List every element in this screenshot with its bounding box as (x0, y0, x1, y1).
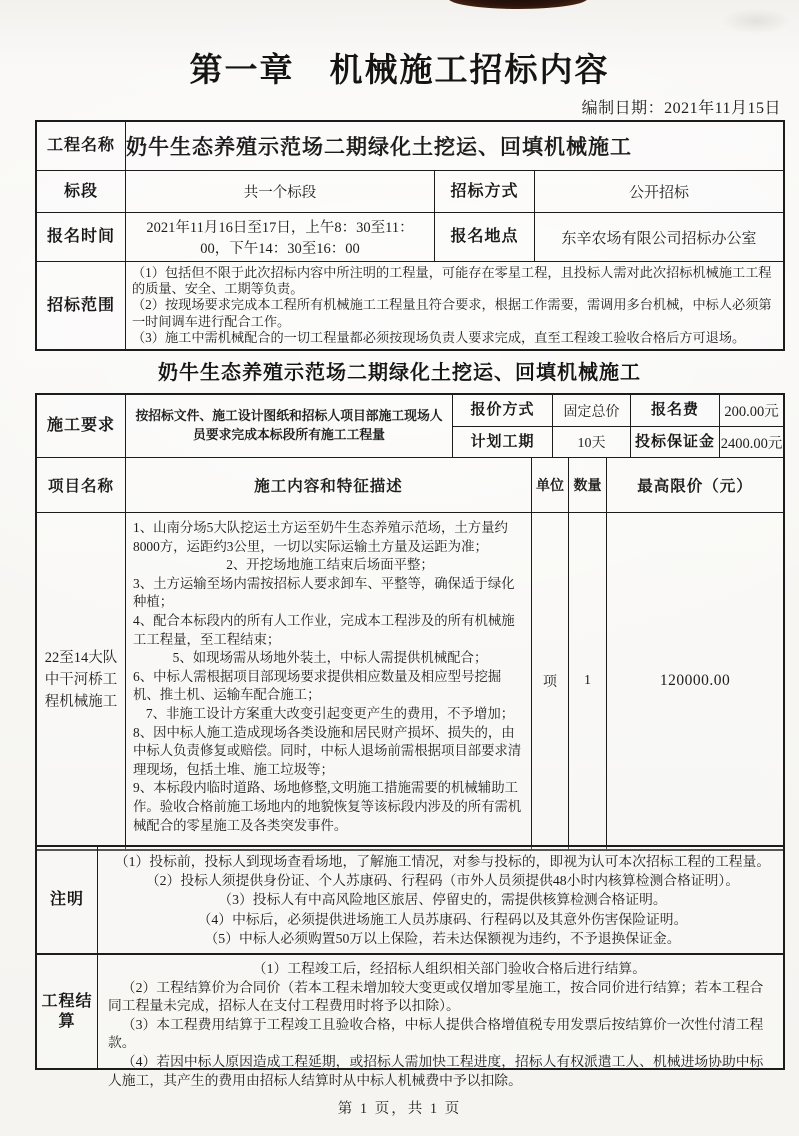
description-line: 9、本标段内临时道路、场地修整,文明施工措施需要的机械辅助工作。验收合格前施工场地内的地貌恢复等该标段内涉及的所有需机械配合的零星施工及各类突发事件。 (133, 780, 522, 833)
subgrid-row-quote (452, 395, 783, 426)
quote-method-label: 报价方式 (452, 395, 552, 426)
table-row-project-name (37, 122, 783, 170)
scope-item: （3）施工中需机械配合的一切工程量都必须按现场负责人要求完成，直至工程竣工验收合格后方可退场。 (132, 329, 746, 345)
note-item: （2）投标人须提供身份证、个人苏康码、行程码（市外人员须提供48小时内核算检测合格证明）。 (145, 873, 740, 889)
description-line: 1、山南分场5大队挖运土方运至奶牛生态养殖示范场，土方量约8000方，运距约3公里，一切以实际运输土方量及运距为准； (133, 520, 508, 554)
project-name-label: 工程名称 (46, 137, 115, 154)
project-name-value: 奶牛生态养殖示范场二期绿化土挖运、回填机械施工 (125, 122, 632, 170)
settlement-item: （3）本工程费用结算于工程竣工且验收合格，中标人提供合格增值税专用发票后按结算价一次性付清工程款。 (108, 1016, 764, 1051)
table-header-row (37, 457, 783, 512)
description-line: 5、如现场需从场地外装土，中标人需提供机械配合； (172, 650, 488, 666)
settlement-content (97, 955, 783, 1088)
deposit-label: 投标保证金 (630, 427, 719, 457)
duration-value: 10天 (552, 427, 630, 457)
construction-detail-table (35, 393, 785, 851)
header-unit: 单位 (531, 458, 568, 512)
section-label: 标段 (63, 182, 98, 200)
deposit-value: 2400.00元 (719, 427, 783, 457)
scope-item: （2）按现场要求完成本工程所有机械施工工程量且符合要求，根据工作需要，需调用多台机械，中标人必须第一时间调车进行配合工作。 (132, 297, 772, 329)
description-line: 7、非施工设计方案重大改变引起变更产生的费用，不予增加； (145, 705, 515, 721)
table-row-requirements (37, 395, 783, 457)
signup-time-value: 2021年11月16日至17日，上午8：30至11：00，下午14：30至16：00 (125, 213, 434, 261)
description-line: 8、因中标人施工造成现场各类设施和居民财产损坏、损失的，由中标人负责修复或赔偿。同时，中标人退场前需根据项目部要求清理现场，包括土堆、施工垃圾等； (133, 724, 522, 777)
item-unit: 项 (531, 513, 568, 849)
header-quantity: 数量 (568, 458, 606, 512)
scope-item: （1）包括但不限于此次招标内容中所注明的工程量，可能存在零星工程，且投标人需对此次招标机械施工工程的质量、安全、工期等负责。 (132, 264, 772, 297)
notes-table (35, 845, 785, 955)
signup-fee-label: 报名费 (630, 395, 719, 426)
section-subtitle: 奶牛生态养殖示范场二期绿化土挖运、回填机械施工 (158, 362, 641, 384)
page-title: 第一章 机械施工招标内容 (189, 51, 610, 88)
header-item-name: 项目名称 (47, 478, 114, 495)
item-name: 22至14大队中干河桥工程机械施工 (44, 650, 118, 710)
duration-label: 计划工期 (452, 427, 552, 457)
item-max-price: 120000.00 (606, 513, 783, 849)
scope-value (125, 262, 783, 349)
scope-label: 招标范围 (46, 296, 115, 314)
table-row-section (37, 170, 783, 212)
table-row-notes (37, 847, 783, 953)
scan-artifact-dark-arc (448, 0, 588, 9)
compile-date: 编制日期：2021年11月15日 (581, 100, 781, 117)
requirements-value: 按招标文件、施工设计图纸和招标人项目部施工现场人员要求完成本标段所有施工工程量 (125, 395, 452, 457)
signup-time-label: 报名时间 (46, 228, 115, 245)
method-label: 招标方式 (434, 171, 534, 212)
section-value: 共一个标段 (125, 171, 434, 212)
description-line: 4、配合本标段内的所有人工作业，完成本工程涉及的所有机械施工工程量，至工程结束； (133, 612, 515, 647)
header-description: 施工内容和特征描述 (125, 458, 531, 512)
subgrid-row-duration (452, 426, 783, 457)
table-row-signup (37, 212, 783, 261)
quote-fee-subgrid (452, 395, 783, 457)
tender-info-table (35, 120, 785, 351)
signup-fee-value: 200.00元 (719, 395, 783, 426)
signup-place-value: 东辛农场有限公司招标办公室 (534, 213, 783, 261)
note-item: （4）中标后，必须提供进场施工人员苏康码、行程码以及其意外伤害保险证明。 (197, 911, 688, 927)
page-number-footer: 第 1 页，共 1 页 (337, 1101, 462, 1117)
note-item: （3）投标人有中高风险地区旅居、停留史的，需提供核算检测合格证明。 (218, 892, 667, 908)
table-row-scope (37, 261, 783, 349)
item-description (125, 513, 531, 849)
requirements-label: 施工要求 (46, 417, 115, 434)
description-line: 6、中标人需根据项目部现场要求提供相应数量及相应型号挖掘机、推土机、运输车配合施工； (133, 668, 502, 703)
scan-artifact-smudge (721, 8, 791, 34)
signup-place-label: 报名地点 (434, 213, 534, 261)
note-item: （5）中标人必须购置50万以上保险，若未达保额视为违约，不予退换保证金。 (204, 930, 681, 946)
notes-content (97, 847, 783, 953)
table-row-item (37, 512, 783, 849)
header-max-price: 最高限价（元） (606, 458, 783, 512)
settlement-table (35, 953, 785, 1088)
description-line: 3、土方运输至场内需按招标人要求卸车、平整等，确保适于绿化种植； (133, 575, 515, 610)
settlement-item: （1）工程竣工后，经招标人组织相关部门验收合格后进行结算。 (252, 961, 646, 976)
method-value: 公开招标 (534, 171, 783, 212)
note-item: （1）投标前，投标人到现场查看场地，了解施工情况，对参与投标的，即视为认可本次招标工程的工程量。 (114, 854, 771, 869)
description-line: 2、开挖场地施工结束后场面平整； (226, 557, 434, 573)
item-quantity: 1 (568, 513, 606, 849)
settlement-label: 工程结算 (41, 992, 93, 1030)
settlement-item: （2）工程结算价为合同价（若本工程未增加较大变更或仅增加零星施工，按合同价进行结算；若本工程合同工程量未完成，招标人在支付工程费用时将予以扣除）。 (108, 979, 764, 1014)
settlement-item: （4）若因中标人原因造成工程延期，或招标人需加快工程进度，招标人有权派遣工人、机械进场协助中标人施工，其产生的费用由招标人结算时从中标人机械费中予以扣除。 (108, 1053, 764, 1088)
quote-method-value: 固定总价 (552, 395, 630, 426)
notes-label: 注明 (49, 891, 84, 908)
table-row-settlement (37, 955, 783, 1088)
